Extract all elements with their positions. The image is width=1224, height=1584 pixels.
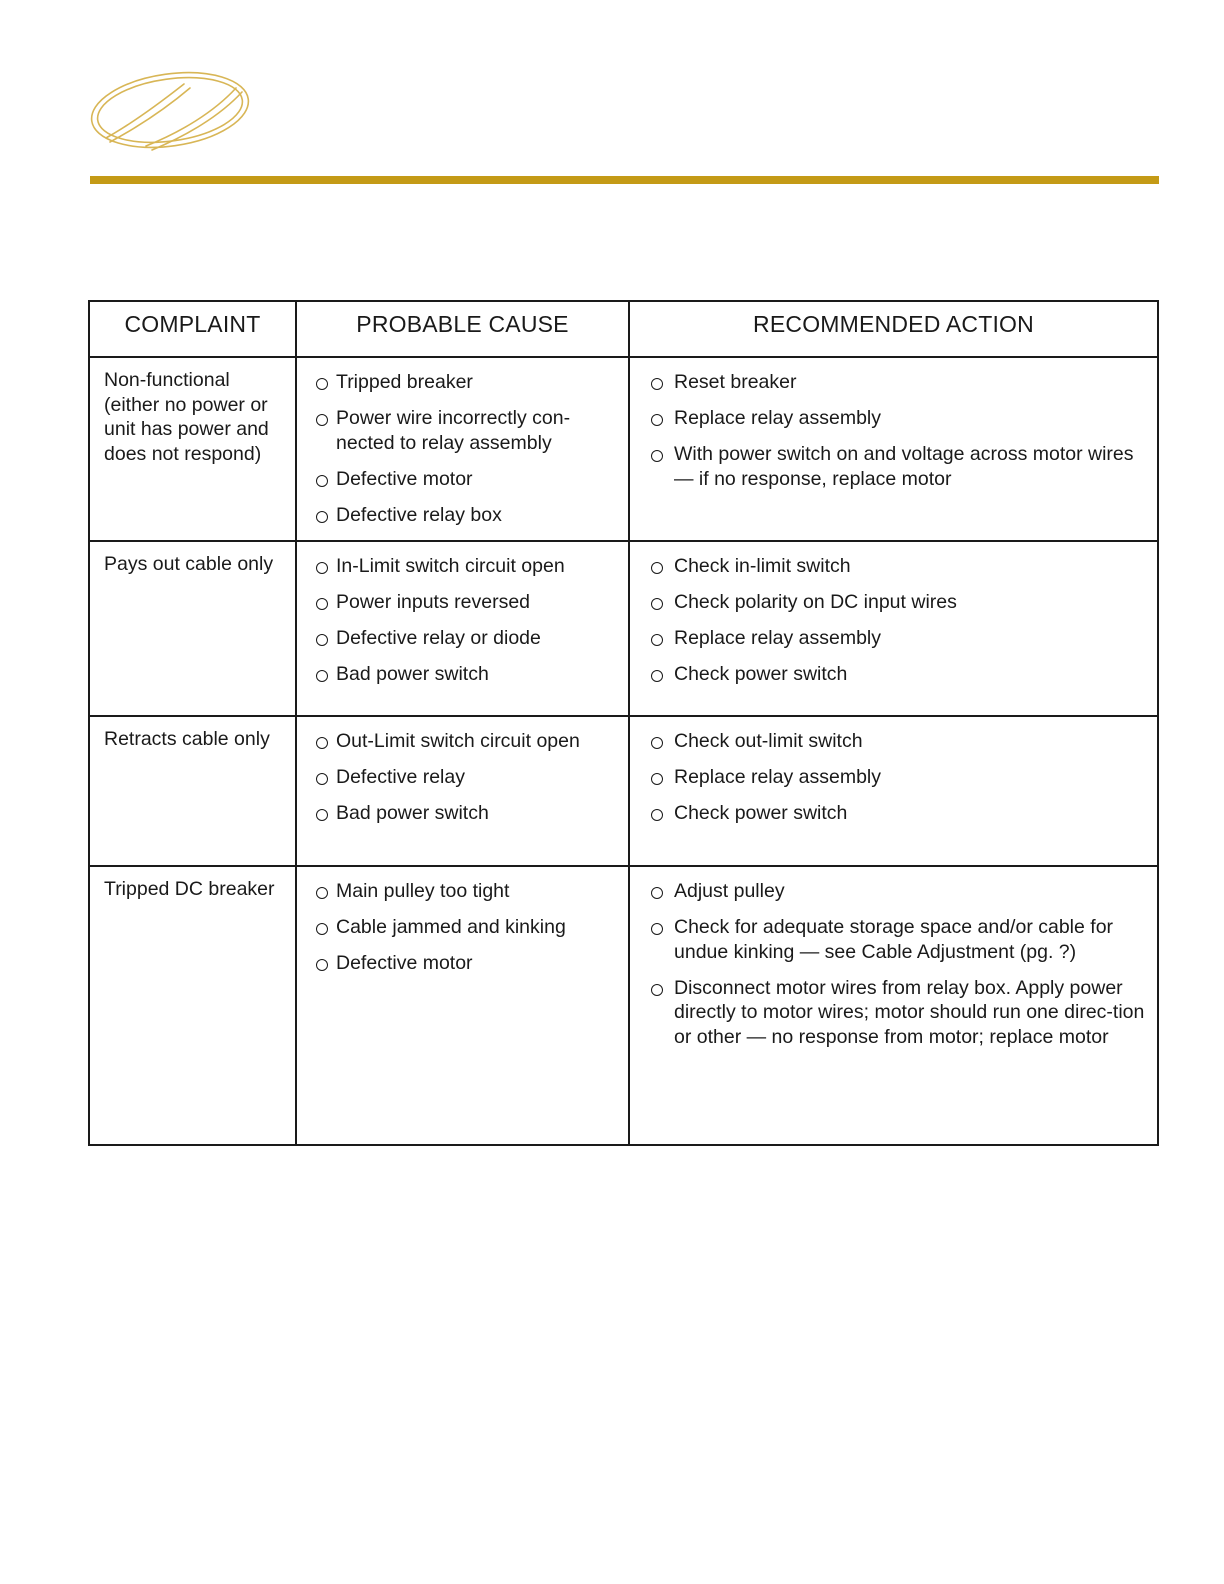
cause-item: Cable jammed and kinking — [319, 915, 622, 940]
cause-item: Bad power switch — [319, 801, 622, 826]
cause-item: Defective motor — [319, 951, 622, 976]
table-header-row — [90, 302, 1157, 358]
table-row — [90, 542, 1157, 717]
action-cell — [630, 867, 1157, 1144]
action-list — [630, 867, 1157, 1049]
action-cell — [630, 542, 1157, 715]
action-list — [630, 717, 1157, 826]
header-complaint: COMPLAINT — [90, 302, 297, 356]
complaint-cell: Non-functional (either no power or unit has power and does not respond) — [90, 358, 297, 540]
action-item: Check for adequate storage space and/or cable for undue kinking — see Cable Adjustment (pg. ?) — [654, 915, 1151, 964]
cause-item: Power wire incorrectly con-nected to relay assembly — [319, 406, 622, 455]
complaint-cell: Pays out cable only — [90, 542, 297, 715]
table-row — [90, 358, 1157, 542]
action-item: Replace relay assembly — [654, 765, 1151, 790]
action-item: Check power switch — [654, 801, 1151, 826]
cause-item: Defective relay box — [319, 503, 622, 528]
cause-cell — [297, 358, 630, 540]
cause-list — [297, 542, 628, 687]
cause-list — [297, 717, 628, 826]
complaint-cell: Retracts cable only — [90, 717, 297, 865]
cause-cell — [297, 867, 630, 1144]
cause-item: Main pulley too tight — [319, 879, 622, 904]
cause-cell — [297, 717, 630, 865]
header-recommended-action: RECOMMENDED ACTION — [753, 311, 1034, 337]
action-item: Adjust pulley — [654, 879, 1151, 904]
cause-item: In-Limit switch circuit open — [319, 554, 622, 579]
header-rule — [90, 176, 1159, 184]
action-item: Check power switch — [654, 662, 1151, 687]
action-item: Disconnect motor wires from relay box. Apply power directly to motor wires; motor should run one direc-tion or other — no response from motor; replace motor — [654, 976, 1151, 1050]
action-item: Check polarity on DC input wires — [654, 590, 1151, 615]
cause-item: Defective relay — [319, 765, 622, 790]
troubleshooting-table — [88, 300, 1159, 1146]
action-cell — [630, 717, 1157, 865]
table-row — [90, 717, 1157, 867]
cause-item: Power inputs reversed — [319, 590, 622, 615]
action-item: Check out-limit switch — [654, 729, 1151, 754]
table-row — [90, 867, 1157, 1144]
complaint-cell: Tripped DC breaker — [90, 867, 297, 1144]
cause-item: Tripped breaker — [319, 370, 622, 395]
action-item: Check in-limit switch — [654, 554, 1151, 579]
header-probable-cause: PROBABLE CAUSE — [297, 302, 630, 356]
cause-item: Defective relay or diode — [319, 626, 622, 651]
action-list — [630, 542, 1157, 687]
cause-item: Out-Limit switch circuit open — [319, 729, 622, 754]
cause-cell — [297, 542, 630, 715]
action-item: Replace relay assembly — [654, 406, 1151, 431]
action-item: Replace relay assembly — [654, 626, 1151, 651]
cause-list — [297, 358, 628, 527]
cause-list — [297, 867, 628, 976]
brand-logo — [86, 66, 256, 158]
action-item: With power switch on and voltage across motor wires — if no response, replace motor — [654, 442, 1151, 491]
cause-item: Defective motor — [319, 467, 622, 492]
action-item: Reset breaker — [654, 370, 1151, 395]
action-cell — [630, 358, 1157, 540]
cause-item: Bad power switch — [319, 662, 622, 687]
action-list — [630, 358, 1157, 491]
